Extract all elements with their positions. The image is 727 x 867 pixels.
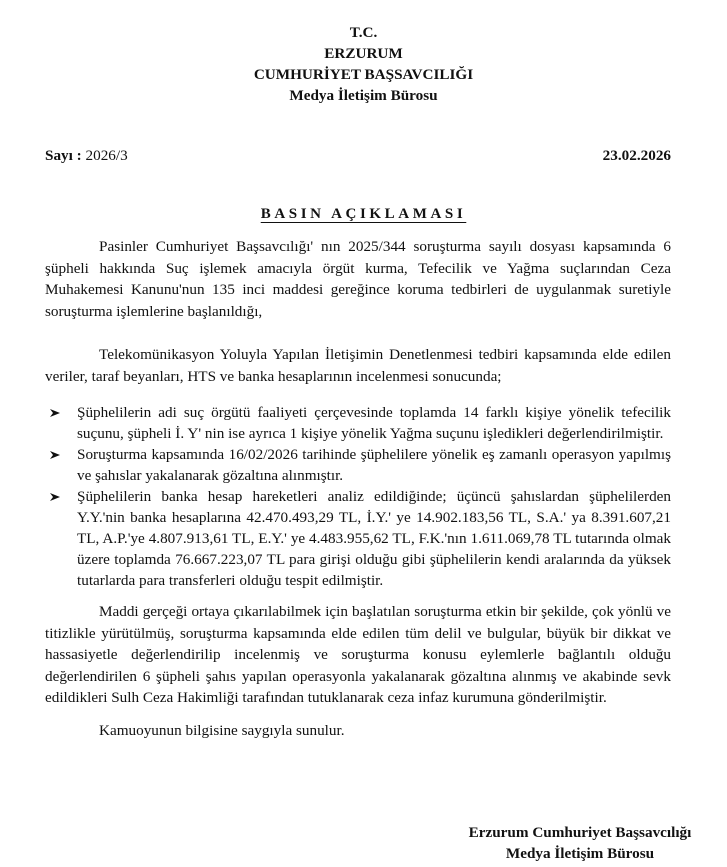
list-item-text: Şüphelilerin banka hesap hareketleri analiz edildiğinde; üçüncü şahıslardan şüphelilerden Y.Y.'nin banka hesaplarına 42.470.493,29 TL, İ.Y.' ye 14.902.183,56 TL, S.A.' ya 8.391.607,21 TL, A.P.'ye 4.807.913,61 TL, E.Y.' ye 4.483.955,62 TL, F.K.'nın 1.611.069,78 TL tutarında olmak üzere toplamda 76.667.223,07 TL para girişi olduğu gibi şüphelilerin kendi aralarında da yüksek tutarlarda para transferleri olduğu tespit edilmiştir. — [77, 488, 671, 589]
header-city: ERZURUM — [324, 45, 403, 62]
signature-institution: Erzurum Cumhuriyet Başsavcılığı — [468, 824, 692, 841]
document-number-label: Sayı : — [45, 147, 82, 164]
signature-block — [450, 822, 710, 864]
conclusion-paragraph: Maddi gerçeği ortaya çıkarılabilmek için başlatılan soruşturma etkin bir şekilde, çok yönlü ve titizlikle yürütülmüş, soruşturma kapsamında elde edilen tüm delil ve bulgular, büyük bir dikkat ve hassasiyetle değerlendirilip incelenmiş ve soruşturma konusu eylemlerle bağlantılı olduğu değerlendirilen 6 şüpheli şahıs yapılan operasyonla yakalanarak gözaltına alınmış ve akabinde sevk edildikleri Sulh Ceza Hakimliği tarafından tutuklanarak ceza infaz kurumuna gönderilmiştir. — [45, 603, 671, 706]
arrowhead-bullet-icon — [50, 492, 60, 502]
arrowhead-bullet-icon — [50, 450, 60, 460]
closing-paragraph: Kamuoyunun bilgisine saygıyla sunulur. — [99, 722, 345, 739]
signature-department: Medya İletişim Bürosu — [505, 845, 655, 862]
document-date: 23.02.2026 — [602, 147, 671, 164]
arrowhead-bullet-icon — [50, 408, 60, 418]
intro-paragraph: Pasinler Cumhuriyet Başsavcılığı' nın 2025/344 soruşturma sayılı dosyası kapsamında 6 şüpheli hakkında Suç işlemek amacıyla örgüt kurma, Tefecilik ve Yağma suçlarından Ceza Muhakemesi Kanunu'nun 135 inci maddesi gereğince koruma tedbirleri de uygulanmak suretiyle soruşturma işlemlerine başlanıldığı, — [45, 238, 671, 320]
document-number — [45, 147, 128, 165]
document-title — [0, 205, 727, 223]
list-item-text: Şüphelilerin adi suç örgütü faaliyeti çerçevesinde toplamda 14 farklı kişiye yönelik tefecilik suçunu, şüpheli İ. Y' nin ise ayrıca 1 kişiye yönelik Yağma suçunu işledikleri değerlendirilmiştir. — [77, 404, 671, 442]
document-header — [0, 22, 727, 106]
findings-list — [45, 402, 671, 591]
list-item — [45, 486, 671, 591]
header-tc: T.C. — [349, 24, 378, 41]
list-item-text: Soruşturma kapsamında 16/02/2026 tarihinde şüphelilere yönelik eş zamanlı operasyon yapılmış ve şahıslar yakalanarak gözaltına alınmıştır. — [77, 446, 671, 484]
title-text: BASIN AÇIKLAMASI — [260, 206, 467, 222]
header-institution: CUMHURİYET BAŞSAVCILIĞI — [253, 66, 474, 83]
findings-intro-paragraph: Telekomünikasyon Yoluyla Yapılan İletişimin Denetlenmesi tedbiri kapsamında elde edilen veriler, taraf beyanları, HTS ve banka hesaplarının incelenmesi sonucunda; — [45, 346, 671, 385]
list-item — [45, 402, 671, 444]
document-number-value: 2026/3 — [85, 147, 128, 164]
list-item — [45, 444, 671, 486]
header-department: Medya İletişim Bürosu — [289, 87, 438, 104]
